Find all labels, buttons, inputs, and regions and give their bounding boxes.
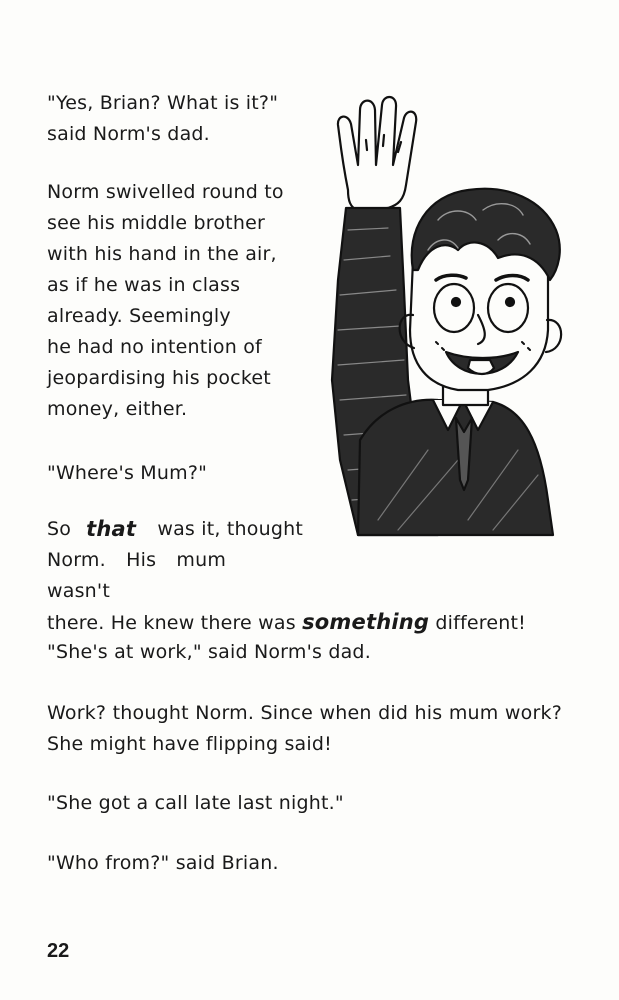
page-number: 22 — [47, 940, 70, 962]
text-line: as if he was in class — [47, 274, 241, 296]
text-line — [47, 514, 303, 545]
text-line: Norm swivelled round to — [47, 181, 284, 203]
text-line: he had no intention of — [47, 336, 262, 358]
text-span: there. He knew there was — [47, 612, 303, 634]
text-line — [47, 607, 587, 639]
paragraph-yes-brian — [47, 88, 317, 150]
text-line: Norm. His mum wasn't — [47, 549, 227, 602]
emphasis-that: that — [86, 517, 137, 541]
paragraph-late-call: "She got a call late last night." — [47, 792, 344, 814]
text-span: different! — [429, 612, 526, 634]
boy-raising-hand-illustration — [318, 80, 568, 555]
text-line: "Yes, Brian? What is it?" — [47, 92, 279, 114]
emphasis-something: something — [302, 610, 430, 634]
text-span: So — [47, 518, 72, 540]
text-line: already. Seemingly — [47, 305, 231, 327]
paragraph-wheres-mum: "Where's Mum?" — [47, 462, 208, 484]
paragraph-she-at-work: "She's at work," said Norm's dad. — [47, 641, 371, 663]
text-line: jeopardising his pocket — [47, 367, 271, 389]
text-span: was it, thought — [151, 518, 303, 540]
text-line: see his middle brother — [47, 212, 265, 234]
paragraph-norm-swivelled — [47, 177, 317, 425]
text-line: money, either. — [47, 398, 188, 420]
paragraph-work-thought-norm: Work? thought Norm. Since when did his mum work? She might have flipping said! — [47, 702, 562, 755]
paragraph-who-from: "Who from?" said Brian. — [47, 852, 279, 874]
text-line: with his hand in the air, — [47, 243, 277, 265]
text-line: said Norm's dad. — [47, 123, 210, 145]
